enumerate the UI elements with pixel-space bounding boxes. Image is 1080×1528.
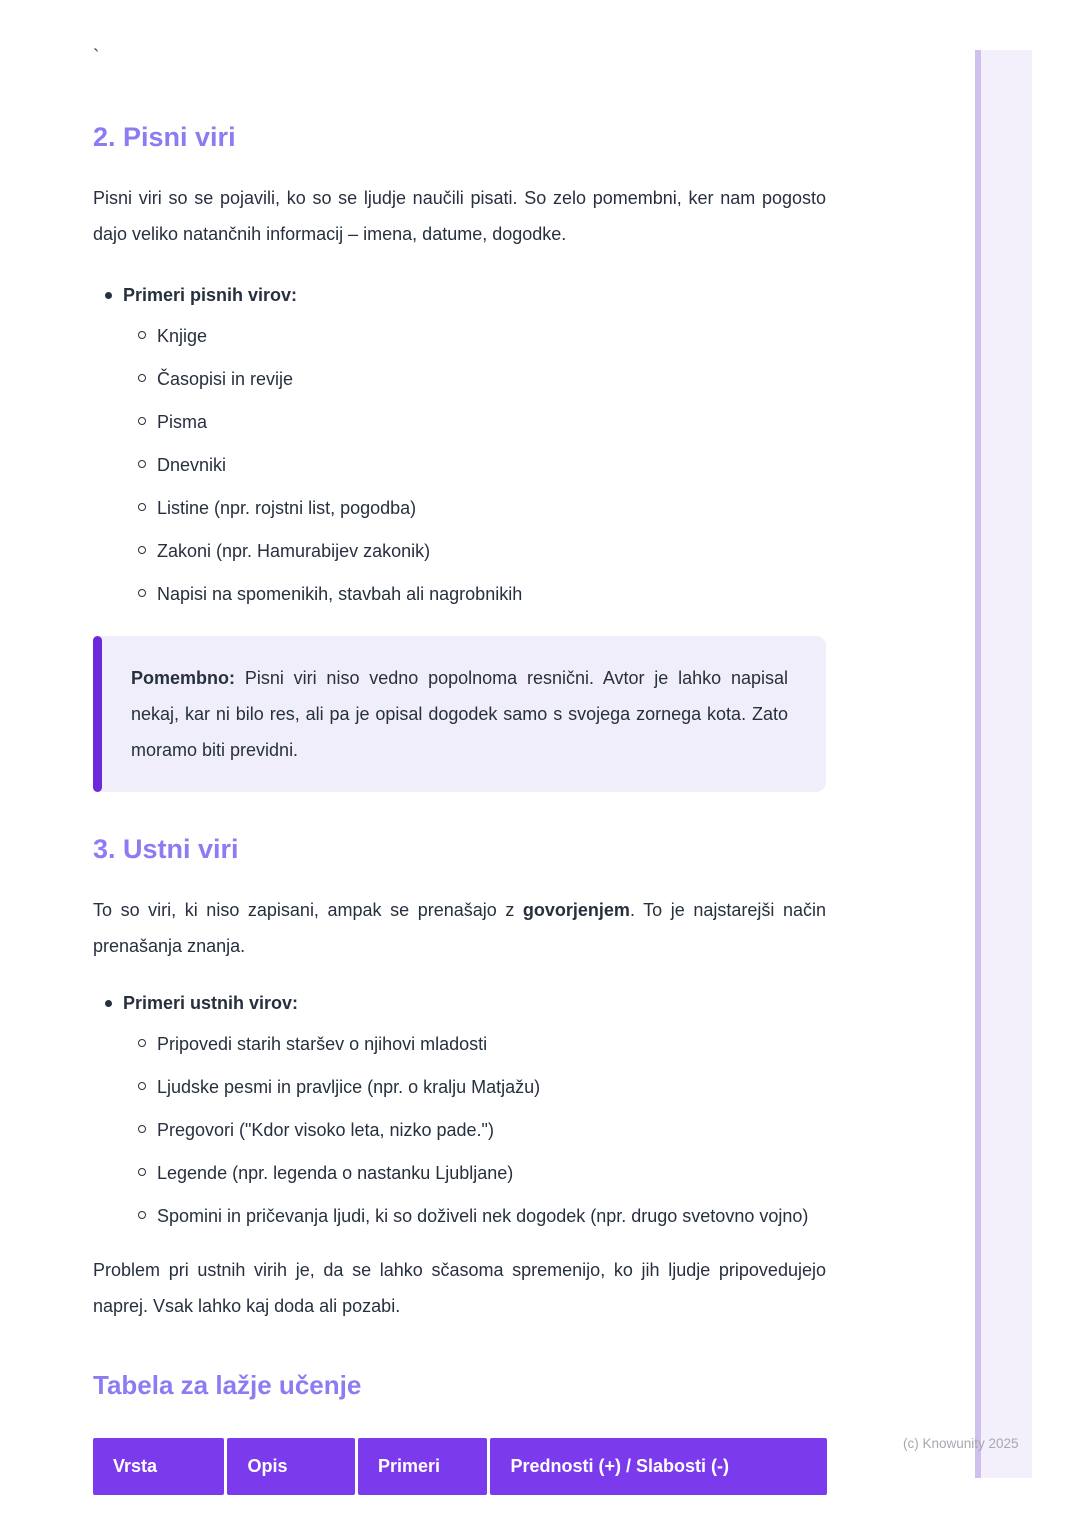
bullet-dot-icon bbox=[105, 1000, 112, 1007]
list-title-label: Primeri ustnih virov: bbox=[123, 993, 299, 1013]
table-header-prednosti-slabosti: Prednosti (+) / Slabosti (-) bbox=[490, 1438, 827, 1495]
list-title-item bbox=[93, 278, 826, 313]
table-header-primeri: Primeri bbox=[358, 1438, 487, 1495]
bullet-circle-icon bbox=[138, 589, 146, 597]
section-heading-tabela: Tabela za lažje učenje bbox=[93, 1370, 362, 1400]
copyright-watermark: (c) Knowunity 2025 bbox=[903, 1436, 1019, 1451]
callout-label: Pomembno: bbox=[131, 668, 236, 688]
list-item bbox=[137, 534, 826, 569]
bullet-circle-icon bbox=[138, 1039, 146, 1047]
stray-backtick-character: ` bbox=[93, 47, 100, 68]
list-item-label: Napisi na spomenikih, stavbah ali nagrobnikih bbox=[157, 584, 523, 604]
page-edge-panel bbox=[975, 50, 1032, 1478]
list-item-label: Zakoni (npr. Hamurabijev zakonik) bbox=[157, 541, 431, 561]
bullet-circle-icon bbox=[138, 1211, 146, 1219]
list-item bbox=[137, 1156, 826, 1191]
pisni-viri-list bbox=[93, 278, 826, 612]
ustni-viri-outro-paragraph: Problem pri ustnih virih je, da se lahko sčasoma spremenijo, ko jih ljudje pripovedujejo naprej. Vsak lahko kaj doda ali pozabi. bbox=[93, 1260, 826, 1316]
pisni-viri-sublist bbox=[93, 319, 826, 612]
callout-text bbox=[98, 636, 826, 792]
intro-text-start: To so viri, ki niso zapisani, ampak se prenašajo z bbox=[93, 900, 523, 920]
intro-text-end: . To je najstarejši način prenašanja znanja. bbox=[93, 900, 826, 956]
pisni-viri-intro-paragraph: Pisni viri so se pojavili, ko so se ljudje naučili pisati. So zelo pomembni, ker nam pogosto dajo veliko natančnih informacij – imena, datume, dogodke. bbox=[93, 188, 826, 244]
bullet-dot-icon bbox=[105, 292, 112, 299]
list-item-label: Knjige bbox=[157, 326, 208, 346]
list-title-label: Primeri pisnih virov: bbox=[123, 285, 298, 305]
list-item bbox=[137, 405, 826, 440]
list-item-label: Ljudske pesmi in pravljice (npr. o kralju Matjažu) bbox=[157, 1077, 541, 1097]
section-heading-ustni-viri: 3. Ustni viri bbox=[93, 834, 239, 864]
list-item-label: Listine (npr. rojstni list, pogodba) bbox=[157, 498, 417, 518]
ustni-viri-intro-paragraph bbox=[93, 892, 826, 964]
bullet-circle-icon bbox=[138, 331, 146, 339]
list-item-label: Pregovori ("Kdor visoko leta, nizko pade.") bbox=[157, 1120, 494, 1140]
list-item-label: Dnevniki bbox=[157, 455, 227, 475]
study-table-header-row bbox=[93, 1438, 827, 1495]
list-item bbox=[137, 491, 826, 526]
list-item-label: Pripovedi starih staršev o njihovi mladosti bbox=[157, 1034, 488, 1054]
list-item-label: Časopisi in revije bbox=[157, 369, 294, 389]
section-heading-pisni-viri: 2. Pisni viri bbox=[93, 122, 236, 152]
list-item bbox=[137, 448, 826, 483]
list-item bbox=[137, 1027, 826, 1062]
callout-body-text: Pisni viri niso vedno popolnoma resnični. Avtor je lahko napisal nekaj, kar ni bilo res, ali pa je opisal dogodek samo s svojega zornega kota. Zato moramo biti previdni. bbox=[131, 668, 788, 760]
bullet-circle-icon bbox=[138, 1082, 146, 1090]
table-header-vrsta: Vrsta bbox=[93, 1438, 224, 1495]
list-item-label: Pisma bbox=[157, 412, 208, 432]
bullet-circle-icon bbox=[138, 1125, 146, 1133]
document-content bbox=[93, 0, 826, 1495]
list-item bbox=[137, 362, 826, 397]
intro-bold-word: govorjenjem bbox=[522, 900, 630, 920]
bullet-circle-icon bbox=[138, 1168, 146, 1176]
list-item bbox=[137, 1113, 826, 1148]
bullet-circle-icon bbox=[138, 460, 146, 468]
bullet-circle-icon bbox=[138, 546, 146, 554]
bullet-circle-icon bbox=[138, 417, 146, 425]
list-item bbox=[137, 319, 826, 354]
table-header-opis: Opis bbox=[227, 1438, 355, 1495]
bullet-circle-icon bbox=[138, 503, 146, 511]
list-item bbox=[137, 1199, 826, 1234]
list-item bbox=[137, 577, 826, 612]
list-item-label: Spomini in pričevanja ljudi, ki so doživeli nek dogodek (npr. drugo svetovno vojno) bbox=[157, 1206, 809, 1226]
list-title-item bbox=[93, 986, 826, 1021]
ustni-viri-list bbox=[93, 986, 826, 1234]
important-callout bbox=[93, 636, 826, 792]
list-item bbox=[137, 1070, 826, 1105]
bullet-circle-icon bbox=[138, 374, 146, 382]
list-item-label: Legende (npr. legenda o nastanku Ljubljane) bbox=[157, 1163, 514, 1183]
callout-accent-bar bbox=[93, 636, 102, 792]
ustni-viri-sublist bbox=[93, 1027, 826, 1234]
